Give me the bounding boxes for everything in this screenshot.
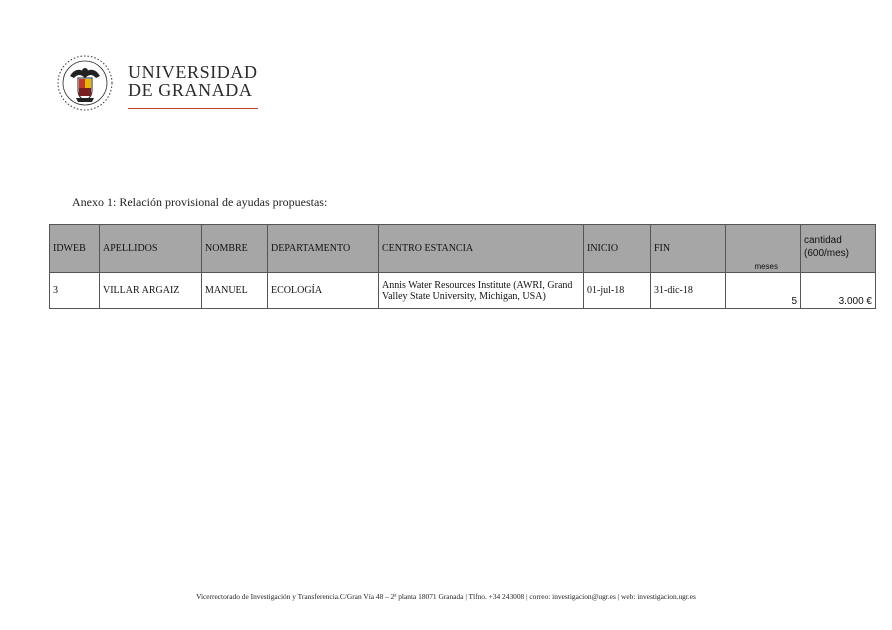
cell-idweb: 3 <box>50 273 100 309</box>
table-header-row <box>50 225 876 273</box>
col-header-meses: meses <box>726 225 801 273</box>
col-header-cantidad-line2: (600/mes) <box>804 248 850 259</box>
grants-table <box>49 224 876 309</box>
cell-cantidad: 3.000 € <box>801 273 876 309</box>
cell-inicio: 01-jul-18 <box>584 273 651 309</box>
cell-meses: 5 <box>726 273 801 309</box>
university-seal-icon <box>56 54 114 112</box>
table-row <box>50 273 876 309</box>
col-header-departamento: DEPARTAMENTO <box>268 225 379 273</box>
col-header-cantidad <box>801 225 876 273</box>
col-header-centro: CENTRO ESTANCIA <box>379 225 584 273</box>
col-header-cantidad-line1: cantidad <box>804 235 842 246</box>
col-header-apellidos: APELLIDOS <box>100 225 202 273</box>
cell-fin: 31-dic-18 <box>651 273 726 309</box>
col-header-fin: FIN <box>651 225 726 273</box>
cell-centro: Annis Water Resources Institute (AWRI, Grand Valley State University, Michigan, USA) <box>379 273 584 309</box>
logo-text-universidad: UNIVERSIDAD <box>128 62 258 82</box>
col-header-nombre: NOMBRE <box>202 225 268 273</box>
logo-text-granada: DE GRANADA <box>128 80 253 100</box>
col-header-inicio: INICIO <box>584 225 651 273</box>
cell-apellidos: VILLAR ARGAIZ <box>100 273 202 309</box>
col-header-idweb: IDWEB <box>50 225 100 273</box>
page-footer: Vicerrectorado de Investigación y Transferencia.C/Gran Vía 48 – 2ª planta 18071 Granada | Tlfno. +34 243008 | correo: investigacion@ugr.es | web: investigacion.ugr.es <box>196 592 696 601</box>
cell-nombre: MANUEL <box>202 273 268 309</box>
logo-underline <box>128 108 258 109</box>
university-logo <box>56 54 260 112</box>
annex-title: Anexo 1: Relación provisional de ayudas propuestas: <box>72 195 328 209</box>
cell-departamento: ECOLOGÍA <box>268 273 379 309</box>
